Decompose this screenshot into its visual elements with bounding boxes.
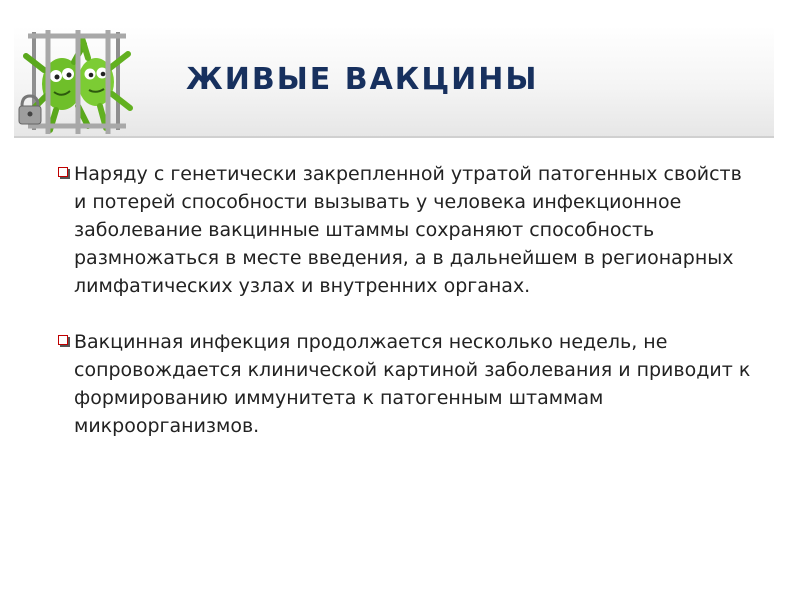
bullet-item <box>58 328 758 440</box>
square-bullet-icon <box>58 167 68 177</box>
square-bullet-icon <box>58 335 68 345</box>
bullet-item <box>58 160 758 300</box>
bullet-text: Наряду с генетически закрепленной утратой патогенных свойств и потерей способности вызывать у человека инфекционное заболевание вакцинные штаммы сохраняют способность размножаться в месте введения, а в дальнейшем в регионарных лимфатических узлах и внутренних органах. <box>74 163 742 297</box>
bullet-list <box>58 160 758 440</box>
bullet-text: Вакцинная инфекция продолжается несколько недель, не сопровождается клинической картиной заболевания и приводит к формированию иммунитета к патогенным штаммам микроорганизмов. <box>74 331 751 437</box>
microbes-behind-bars-icon <box>14 26 138 138</box>
slide-title: ЖИВЫЕ ВАКЦИНЫ <box>186 62 539 97</box>
